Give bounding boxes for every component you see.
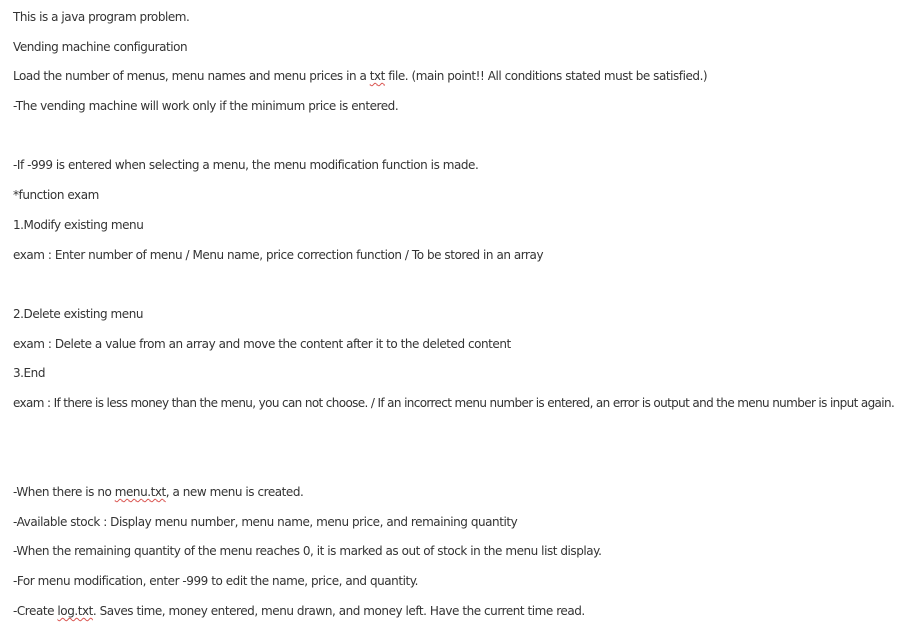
line-available-stock: -Available stock : Display menu number, menu name, menu price, and remaining quantity [13, 515, 518, 529]
line-no-menu [13, 484, 303, 500]
line-end-heading: 3.End [13, 366, 46, 380]
text-segment: -Create [13, 604, 58, 618]
line-title: Vending machine configuration [13, 40, 188, 54]
line-modify-heading: 1.Modify existing menu [13, 218, 144, 232]
line-modify-exam: exam : Enter number of menu / Menu name, price correction function / To be stored in an array [13, 248, 544, 262]
line-delete-heading: 2.Delete existing menu [13, 307, 144, 321]
text-segment: . Saves time, money entered, menu drawn, and money left. Have the current time read. [92, 604, 585, 618]
line-menu-modification: -For menu modification, enter -999 to edit the name, price, and quantity. [13, 574, 419, 588]
text-segment: file. (main point!! All conditions stated must be satisfied.) [384, 69, 708, 83]
spellcheck-word: menu.txt [114, 485, 166, 499]
spellcheck-word: txt [369, 69, 385, 83]
line-end-exam: exam : If there is less money than the menu, you can not choose. / If an incorrect menu number is entered, an error is output and the menu number is input again. [13, 396, 895, 410]
text-segment: , a new menu is created. [165, 485, 304, 499]
line-delete-exam: exam : Delete a value from an array and move the content after it to the deleted content [13, 337, 511, 351]
line-modify-trigger: -If -999 is entered when selecting a menu, the menu modification function is made. [13, 158, 479, 172]
text-segment: Load the number of menus, menu names and menu prices in a [13, 69, 370, 83]
line-load-spec [13, 68, 707, 84]
text-segment: -When there is no [13, 485, 115, 499]
line-function-exam: *function exam [13, 188, 99, 202]
line-intro: This is a java program problem. [13, 10, 190, 24]
line-log [13, 603, 585, 619]
spellcheck-word: log.txt [57, 604, 93, 618]
line-min-price: -The vending machine will work only if the minimum price is entered. [13, 99, 399, 113]
line-out-of-stock: -When the remaining quantity of the menu reaches 0, it is marked as out of stock in the menu list display. [13, 544, 602, 558]
